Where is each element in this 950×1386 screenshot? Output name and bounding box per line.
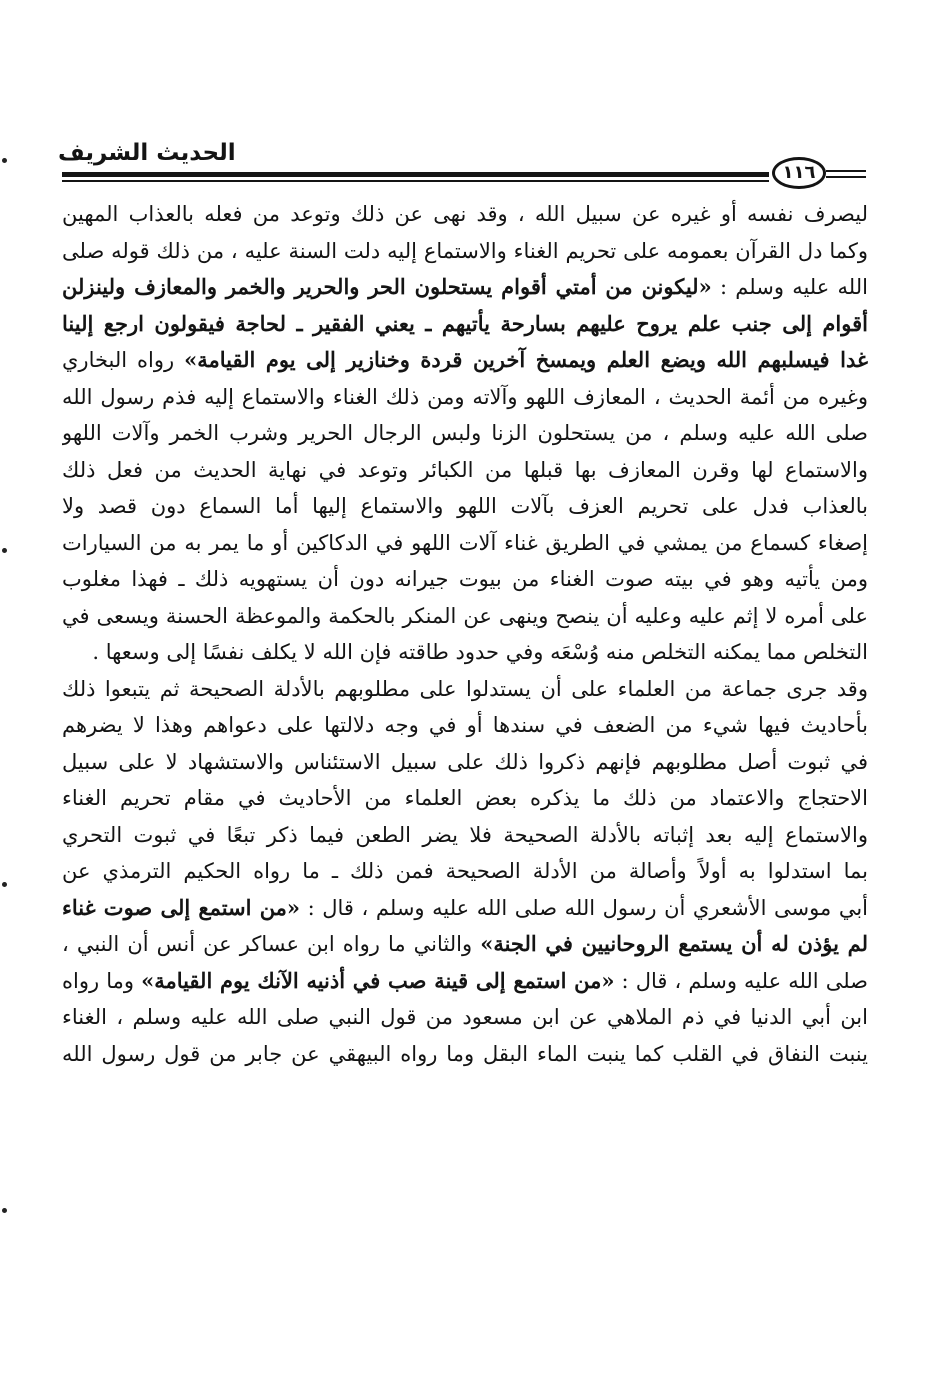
running-header-title: الحديث الشريف: [58, 140, 236, 166]
text-line: [62, 452, 868, 489]
text-line: [62, 744, 868, 781]
text-segment: والثاني ما رواه ابن عساكر عن أنس أن النبي ،: [62, 932, 481, 956]
text-segment: بما استدلوا به أولاً وأصالة من الأدلة الصحيحة فمن ذلك ـ ما رواه الحكيم الترمذي عن: [62, 859, 868, 883]
text-segment: ومن يأتيه وهو في بيته صوت الغناء من بيوت جيرانه دون أن يستهويه ذلك ـ فهذا مغلوب: [62, 567, 868, 591]
text-line: [62, 999, 868, 1036]
text-line: [62, 890, 868, 927]
text-segment: صلى الله عليه وسلم ، من يستحلون الزنا ولبس الرجال الحرير وشرب الخمر وآلات اللهو: [62, 421, 868, 445]
text-segment: ليصرف نفسه أو غيره عن سبيل الله ، وقد نهى عن ذلك وتوعد من فعله بالعذاب المهين: [62, 202, 868, 226]
text-segment: صلى الله عليه وسلم ، قال :: [614, 968, 868, 993]
hadith-quote: «ليكونن من أمتي أقوام يستحلون الحر والحرير والخمر والمعازف ولينزلن: [62, 274, 712, 299]
scan-margin-mark: [2, 882, 7, 887]
text-segment: على أمره لا إثم عليه وعليه أن ينصح وينهى عن المنكر بالحكمة والموعظة الحسنة ويسعى في: [62, 603, 868, 628]
page-number: ١١٦: [772, 157, 826, 189]
text-segment: والاستماع لها وقرن المعازف بها قبلها من الكبائر وتوعد في نهاية الحديث من فعل ذلك: [62, 457, 868, 482]
text-line: [62, 707, 868, 744]
text-line: [62, 963, 868, 1000]
header-ornament-line: [826, 170, 866, 172]
text-line: [62, 780, 868, 817]
text-line: [62, 306, 868, 343]
text-segment: إصغاء كسماع من يمشي في الطريق غناء آلات اللهو في الدكاكين أو ما يمر به من السيارات: [62, 530, 868, 555]
text-segment: بالعذاب فدل على تحريم العزف بآلات اللهو والاستماع إليها أما السماع دون قصد ولا: [62, 494, 868, 518]
header-rule-thin: [62, 180, 769, 182]
text-segment: وكما دل القرآن بعمومه على تحريم الغناء والاستماع إليه دلت السنة عليه ، من ذلك قوله صلى: [62, 238, 868, 263]
text-line: [62, 598, 868, 635]
text-line: [62, 817, 868, 854]
text-segment: ينبت النفاق في القلب كما ينبت الماء البقل وما رواه البيهقي عن جابر من قول رسول الله: [62, 1041, 868, 1066]
text-line: [62, 488, 868, 525]
text-segment: رواه البخاري: [62, 348, 185, 372]
text-line: [62, 233, 868, 270]
text-line: [62, 671, 868, 708]
hadith-quote: «من استمع إلى قينة صب في أذنيه الآنك يوم القيامة»: [141, 967, 615, 993]
text-line: [62, 269, 868, 306]
text-segment: أبي موسى الأشعري أن رسول الله صلى الله عليه وسلم ، قال :: [300, 895, 868, 920]
text-segment: في ثبوت أصل مطلوبهم فإنهم ذكروا ذلك على سبيل الاستئناس والاستشهاد لا على سبيل: [62, 749, 868, 774]
hadith-quote: لم يؤذن له أن يستمع الروحانيين في الجنة»: [480, 931, 868, 956]
header-ornament-line: [826, 176, 866, 178]
hadith-quote: غدا فيسلبهم الله ويضع العلم ويمسخ آخرين قردة وخنازير إلى يوم القيامة»: [184, 347, 868, 372]
text-segment: وغيره من أئمة الحديث ، المعازف اللهو وآلاته ومن ذلك الغناء والاستماع إليه فذم رسول الله: [62, 384, 868, 409]
text-line: [62, 379, 868, 416]
scan-margin-mark: [2, 548, 7, 553]
scan-margin-mark: [2, 1208, 7, 1213]
scan-margin-mark: [2, 158, 7, 163]
text-line: [62, 853, 868, 890]
text-line: [62, 634, 868, 671]
hadith-quote: أقوام إلى جنب علم يروح عليهم بسارحة يأتيهم ـ يعني الفقير ـ لحاجة فيقولون ارجع إلينا: [62, 310, 868, 336]
text-segment: الله عليه وسلم :: [711, 275, 868, 299]
text-segment: وما رواه: [62, 968, 142, 993]
text-line: [62, 561, 868, 598]
text-segment: الاحتجاج والاعتماد من ذلك ما يذكره بعض العلماء من الأحاديث في مقام تحريم الغناء: [62, 786, 868, 810]
text-line: [62, 525, 868, 562]
text-segment: والاستماع إليه بعد إثباته بالأدلة الصحيحة فلا يضر الطعن فيما ذكر تبعًا في ثبوت التحري: [62, 822, 868, 847]
text-segment: ابن أبي الدنيا في ذم الملاهي عن ابن مسعود من قول النبي صلى الله عليه وسلم ، الغناء: [62, 1005, 868, 1029]
text-line: [62, 1036, 868, 1073]
text-line: [62, 926, 868, 963]
text-segment: وقد جرى جماعة من العلماء على أن يستدلوا على مطلوبهم بالأدلة الصحيحة ثم يتبعوا ذلك: [62, 676, 868, 701]
text-line: [62, 342, 868, 379]
header-rule-thick: [62, 172, 769, 177]
text-segment: بأحاديث فيها شيء من الضعف في سندها أو في وجه دلالتها على دعواهم وهذا لا يضرهم: [62, 713, 868, 737]
text-line: [62, 415, 868, 452]
text-segment: التخلص مما يمكنه التخلص منه وُسْعَه وفي حدود طاقته فإن الله لا يكلف نفسًا إلى وسعها .: [92, 640, 868, 664]
hadith-quote: «من استمع إلى صوت غناء: [62, 894, 301, 920]
body-text: [62, 196, 868, 1072]
text-line: [62, 196, 868, 233]
